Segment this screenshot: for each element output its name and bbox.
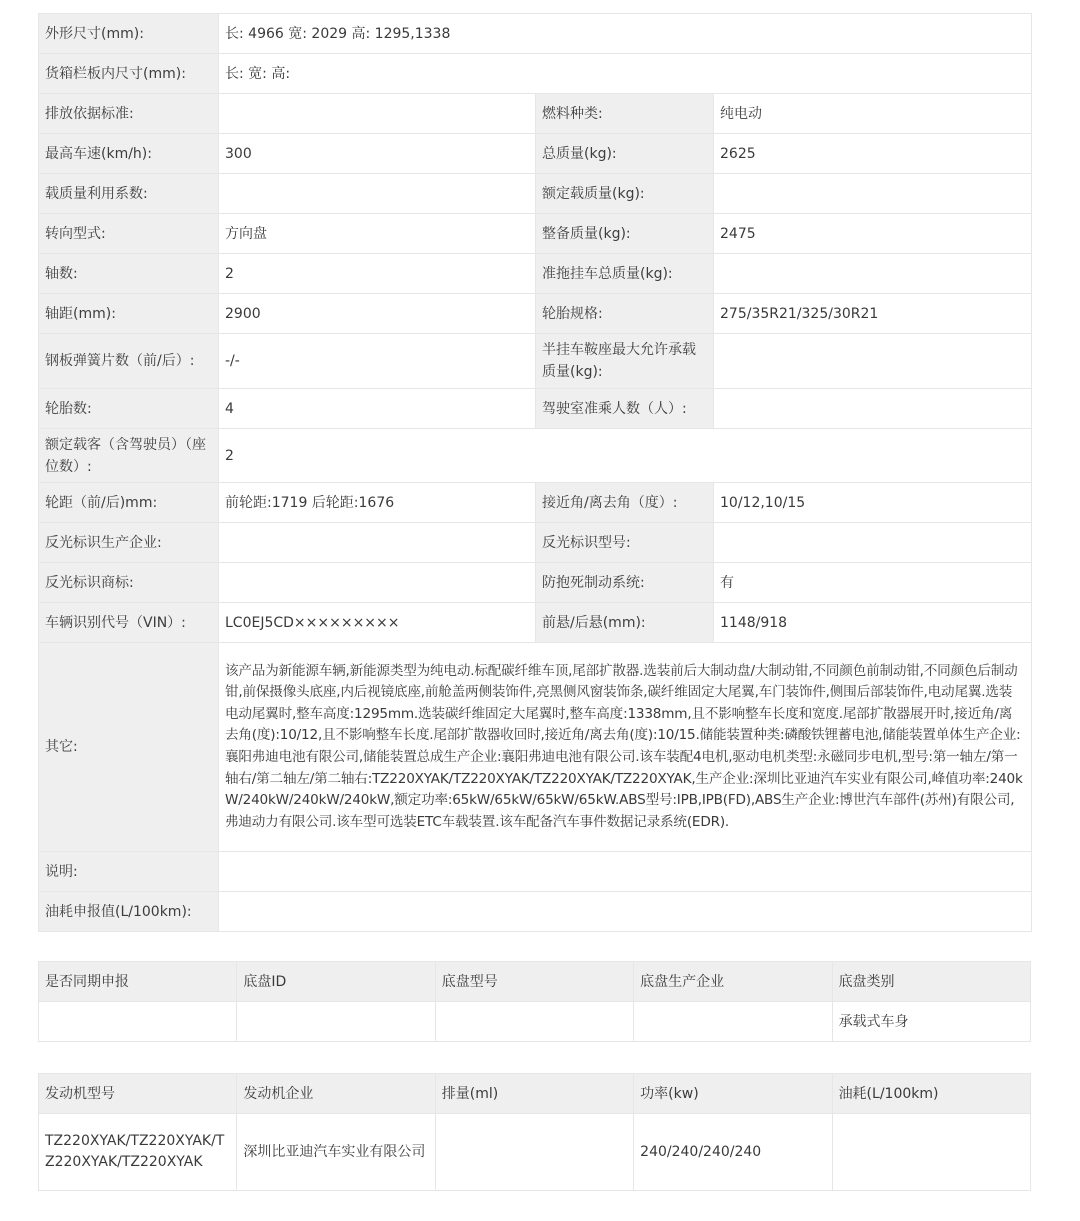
- table-row: [39, 1114, 1031, 1191]
- spec-value: 300: [219, 134, 536, 174]
- spec-value: 2475: [714, 214, 1032, 254]
- spec-value: 2900: [219, 294, 536, 334]
- spec-label: 载质量利用系数:: [39, 174, 219, 214]
- spec-row-vin-overhang: [39, 603, 1032, 643]
- spec-row-notes: [39, 852, 1032, 892]
- spec-value: LC0EJ5CD×××××××××: [219, 603, 536, 643]
- spec-value: 2: [219, 429, 1032, 483]
- spec-value: -/-: [219, 334, 536, 389]
- chassis-header-category: 底盘类别: [832, 962, 1030, 1002]
- spec-row-dimensions: [39, 14, 1032, 54]
- engine-header-model: 发动机型号: [39, 1074, 237, 1114]
- spec-label: 说明:: [39, 852, 219, 892]
- spec-row-cargo-box: [39, 54, 1032, 94]
- spec-label: 额定载质量(kg):: [536, 174, 714, 214]
- spec-row-speed-mass: [39, 134, 1032, 174]
- spec-label: 外形尺寸(mm):: [39, 14, 219, 54]
- spec-label: 货箱栏板内尺寸(mm):: [39, 54, 219, 94]
- spec-value: [219, 174, 536, 214]
- spec-row-fuel-consumption: [39, 892, 1032, 932]
- spec-value: 2625: [714, 134, 1032, 174]
- engine-header-power: 功率(kw): [634, 1074, 832, 1114]
- spec-value: 长: 4966 宽: 2029 高: 1295,1338: [219, 14, 1032, 54]
- spec-label: 转向型式:: [39, 214, 219, 254]
- chassis-header-id: 底盘ID: [237, 962, 435, 1002]
- spec-label: 轮胎数:: [39, 389, 219, 429]
- spec-label: 轮距（前/后)mm:: [39, 483, 219, 523]
- spec-value: [219, 523, 536, 563]
- spec-value: 纯电动: [714, 94, 1032, 134]
- spec-label: 半挂车鞍座最大允许承载质量(kg):: [536, 334, 714, 389]
- spec-value: 长: 宽: 高:: [219, 54, 1032, 94]
- spec-label: 接近角/离去角（度）:: [536, 483, 714, 523]
- spec-value: [219, 94, 536, 134]
- spec-value: 10/12,10/15: [714, 483, 1032, 523]
- spec-row-tire-count-cab: [39, 389, 1032, 429]
- spec-label: 排放依据标准:: [39, 94, 219, 134]
- spec-label: 轴数:: [39, 254, 219, 294]
- chassis-cell-id: [237, 1002, 435, 1042]
- chassis-cell-model: [435, 1002, 633, 1042]
- engine-header-fuel-consumption: 油耗(L/100km): [832, 1074, 1030, 1114]
- engine-table: [38, 1073, 1031, 1191]
- engine-header-displacement: 排量(ml): [435, 1074, 633, 1114]
- spec-row-seating: [39, 429, 1032, 483]
- spec-value: 4: [219, 389, 536, 429]
- spec-row-steering-curb-mass: [39, 214, 1032, 254]
- spec-row-wheelbase-tires: [39, 294, 1032, 334]
- spec-value: [219, 563, 536, 603]
- spec-row-axles-trailer: [39, 254, 1032, 294]
- spec-label: 总质量(kg):: [536, 134, 714, 174]
- chassis-header-same-period: 是否同期申报: [39, 962, 237, 1002]
- spec-value-other-notes: 该产品为新能源车辆,新能源类型为纯电动.标配碳纤维车顶,尾部扩散器.选装前后大制动盘/大制动钳,不同颜色前制动钳,不同颜色后制动钳,前保摄像头底座,内后视镜底座,前舱盖两侧装饰件,亮黑侧风窗装饰条,碳纤维固定大尾翼,车门装饰件,侧围后部装饰件,电动尾翼.选装电动尾翼时,整车高度:1295mm.选装碳纤维固定大尾翼时,整车高度:1338mm,且不影响整车长度和宽度.尾部扩散器展开时,接近角/离去角(度):10/12,且不影响整车长度.尾部扩散器收回时,接近角/离去角(度):10/15.储能装置种类:磷酸铁锂蓄电池,储能装置单体生产企业:襄阳弗迪电池有限公司,储能装置总成生产企业:襄阳弗迪电池有限公司.该车装配4电机,驱动电机类型:永磁同步电机,型号:第一轴左/第一轴右/第二轴左/第二轴右:TZ220XYAK/TZ220XYAK/TZ220XYAK/TZ220XYAK,生产企业:深圳比亚迪汽车实业有限公司,峰值功率:240kW/240kW/240kW/240kW,额定功率:65kW/65kW/65kW/65kW.ABS型号:IPB,IPB(FD),ABS生产企业:博世汽车部件(苏州)有限公司,弗迪动力有限公司.该车型可选装ETC车载装置.该车配备汽车事件数据记录系统(EDR).: [219, 643, 1032, 852]
- engine-cell-fuel-consumption: [832, 1114, 1030, 1191]
- engine-header-row: [39, 1074, 1031, 1114]
- spec-label: 准拖挂车总质量(kg):: [536, 254, 714, 294]
- spec-label: 前悬/后悬(mm):: [536, 603, 714, 643]
- chassis-table: [38, 961, 1031, 1042]
- spec-label: 反光标识型号:: [536, 523, 714, 563]
- spec-value: [219, 852, 1032, 892]
- spec-label: 其它:: [39, 643, 219, 852]
- spec-value: 1148/918: [714, 603, 1032, 643]
- chassis-header-row: [39, 962, 1031, 1002]
- spec-label: 钢板弹簧片数（前/后）:: [39, 334, 219, 389]
- spec-row-track-angles: [39, 483, 1032, 523]
- spec-value: [714, 174, 1032, 214]
- engine-cell-maker: 深圳比亚迪汽车实业有限公司: [237, 1114, 435, 1191]
- spec-label: 反光标识商标:: [39, 563, 219, 603]
- vehicle-spec-table: [38, 13, 1032, 932]
- spec-value: 275/35R21/325/30R21: [714, 294, 1032, 334]
- chassis-cell-category: 承载式车身: [832, 1002, 1030, 1042]
- spec-row-reflector-maker: [39, 523, 1032, 563]
- spec-label: 最高车速(km/h):: [39, 134, 219, 174]
- spec-row-emission-fuel: [39, 94, 1032, 134]
- chassis-cell-maker: [634, 1002, 832, 1042]
- engine-header-maker: 发动机企业: [237, 1074, 435, 1114]
- spec-row-other: [39, 643, 1032, 852]
- chassis-cell-same-period: [39, 1002, 237, 1042]
- spec-label: 驾驶室准乘人数（人）:: [536, 389, 714, 429]
- spec-label: 车辆识别代号（VIN）:: [39, 603, 219, 643]
- spec-row-load-coefficient: [39, 174, 1032, 214]
- spec-label: 反光标识生产企业:: [39, 523, 219, 563]
- spec-label: 轮胎规格:: [536, 294, 714, 334]
- spec-label: 整备质量(kg):: [536, 214, 714, 254]
- chassis-header-maker: 底盘生产企业: [634, 962, 832, 1002]
- spec-label: 油耗申报值(L/100km):: [39, 892, 219, 932]
- spec-value: 2: [219, 254, 536, 294]
- spec-row-reflector-brand-abs: [39, 563, 1032, 603]
- spec-value: 方向盘: [219, 214, 536, 254]
- table-row: [39, 1002, 1031, 1042]
- spec-value: [714, 254, 1032, 294]
- engine-cell-displacement: [435, 1114, 633, 1191]
- spec-label: 燃料种类:: [536, 94, 714, 134]
- spec-value: [219, 892, 1032, 932]
- chassis-header-model: 底盘型号: [435, 962, 633, 1002]
- spec-label: 防抱死制动系统:: [536, 563, 714, 603]
- spec-value: 前轮距:1719 后轮距:1676: [219, 483, 536, 523]
- spec-label: 轴距(mm):: [39, 294, 219, 334]
- engine-cell-model: TZ220XYAK/TZ220XYAK/TZ220XYAK/TZ220XYAK: [39, 1114, 237, 1191]
- spec-value: [714, 389, 1032, 429]
- spec-value: [714, 523, 1032, 563]
- spec-value: [714, 334, 1032, 389]
- engine-cell-power: 240/240/240/240: [634, 1114, 832, 1191]
- spec-label: 额定载客（含驾驶员）（座位数）:: [39, 429, 219, 483]
- spec-value: 有: [714, 563, 1032, 603]
- spec-row-leaf-springs-saddle: [39, 334, 1032, 389]
